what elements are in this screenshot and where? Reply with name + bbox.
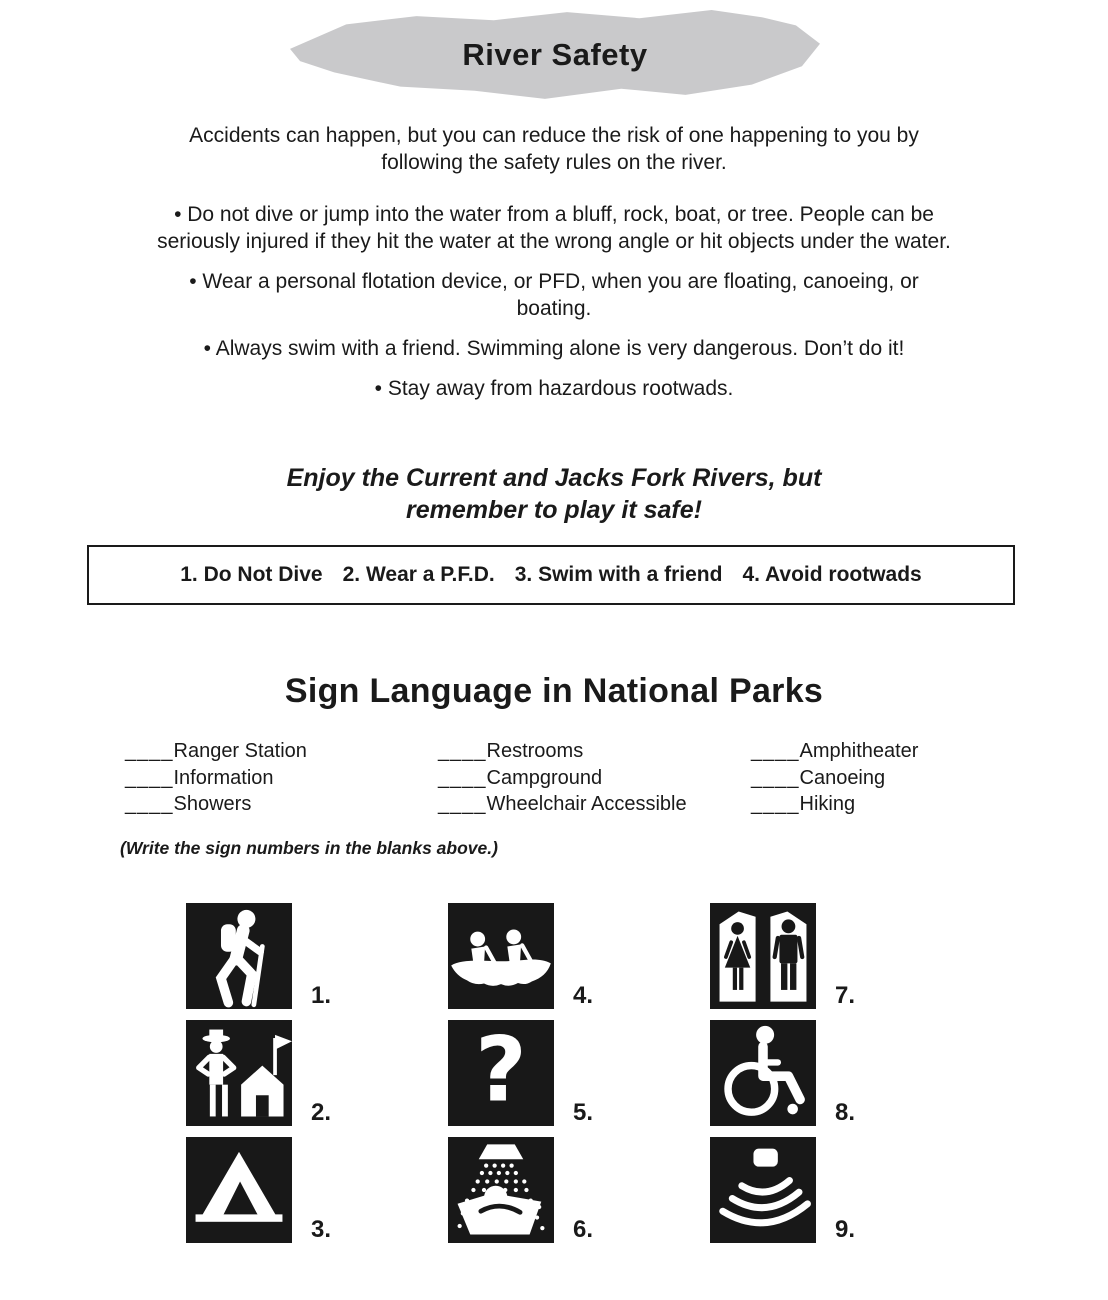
answer-label: Restrooms (486, 740, 584, 762)
sign-number: 7. (835, 982, 856, 1009)
wheelchair-accessible-icon (710, 1020, 816, 1126)
answer-blank: ____ (125, 793, 174, 815)
safety-rule-item: • Always swim with a friend. Swimming alone is very dangerous. Don’t do it! (203, 337, 905, 360)
summary-item: 4. Avoid rootwads (742, 563, 922, 586)
answer-item (125, 738, 438, 765)
answer-item (751, 738, 918, 765)
answer-key-columns (125, 738, 918, 818)
sign-cell (186, 1020, 448, 1126)
answer-column-1 (125, 738, 438, 818)
answer-item (125, 791, 438, 818)
summary-item: 1. Do Not Dive (180, 563, 323, 586)
answer-item (751, 765, 918, 792)
answer-label: Wheelchair Accessible (486, 793, 687, 815)
answer-blank: ____ (438, 766, 487, 789)
summary-item: 2. Wear a P.F.D. (342, 563, 495, 586)
answer-blank: ____ (751, 766, 800, 789)
sign-cell (448, 1020, 710, 1126)
sign-number: 6. (573, 1216, 594, 1243)
answer-blank: ____ (438, 793, 487, 815)
answer-label: Canoeing (799, 766, 886, 789)
answer-item (125, 765, 438, 792)
sign-cell (710, 1020, 972, 1126)
answer-blank: ____ (751, 740, 800, 762)
safety-rule-item: • Do not dive or jump into the water from a bluff, rock, boat, or tree. People can be seriously injured if they hit the water at the wrong angle or hit objects under the water. (157, 203, 951, 253)
sign-cell (448, 1137, 710, 1243)
answer-blank: ____ (751, 793, 800, 815)
answer-blank: ____ (125, 766, 174, 789)
answer-item (438, 738, 751, 765)
answer-column-2 (438, 738, 751, 818)
answer-label: Campground (486, 766, 603, 789)
sign-number: 1. (311, 982, 332, 1009)
sign-number: 3. (311, 1216, 332, 1243)
river-safety-banner (288, 8, 822, 102)
answer-label: Information (173, 766, 274, 789)
sign-cell (448, 903, 710, 1009)
information-icon (448, 1020, 554, 1126)
answer-column-3 (751, 738, 918, 818)
slogan-text: Enjoy the Current and Jacks Fork Rivers, but remember to play it safe! (286, 464, 822, 524)
instruction-note: (Write the sign numbers in the blanks above.) (120, 838, 498, 858)
signs-grid (186, 903, 972, 1243)
page-title: River Safety (462, 37, 648, 72)
campground-icon (186, 1137, 292, 1243)
showers-icon (448, 1137, 554, 1243)
answer-item (438, 791, 751, 818)
safety-summary-box (87, 545, 1015, 605)
intro-paragraph: Accidents can happen, but you can reduce the risk of one happening to you by following the safety rules on the river. (189, 124, 919, 174)
sign-number: 9. (835, 1216, 856, 1243)
answer-item (751, 791, 918, 818)
answer-label: Amphitheater (799, 740, 919, 762)
answer-item (438, 765, 751, 792)
question-mark-glyph: ? (475, 1020, 527, 1122)
sign-cell (710, 903, 972, 1009)
safety-rules-list (154, 201, 954, 415)
section-heading: Sign Language in National Parks (284, 672, 824, 710)
canoeing-icon (448, 903, 554, 1009)
answer-label: Showers (173, 793, 252, 815)
sign-number: 5. (573, 1099, 594, 1126)
answer-blank: ____ (125, 740, 174, 762)
sign-number: 2. (311, 1099, 332, 1126)
sign-cell (186, 903, 448, 1009)
sign-number: 4. (573, 982, 594, 1009)
safety-rule-item: • Wear a personal flotation device, or PFD, when you are floating, canoeing, or boating. (189, 270, 919, 320)
hiking-icon (186, 903, 292, 1009)
answer-label: Ranger Station (173, 740, 307, 762)
answer-label: Hiking (799, 793, 856, 815)
sign-number: 8. (835, 1099, 856, 1126)
amphitheater-icon (710, 1137, 816, 1243)
ranger-station-icon (186, 1020, 292, 1126)
answer-blank: ____ (438, 740, 487, 762)
restrooms-icon (710, 903, 816, 1009)
summary-item: 3. Swim with a friend (514, 563, 723, 586)
safety-rule-item: • Stay away from hazardous rootwads. (374, 377, 734, 400)
sign-cell (186, 1137, 448, 1243)
sign-cell (710, 1137, 972, 1243)
